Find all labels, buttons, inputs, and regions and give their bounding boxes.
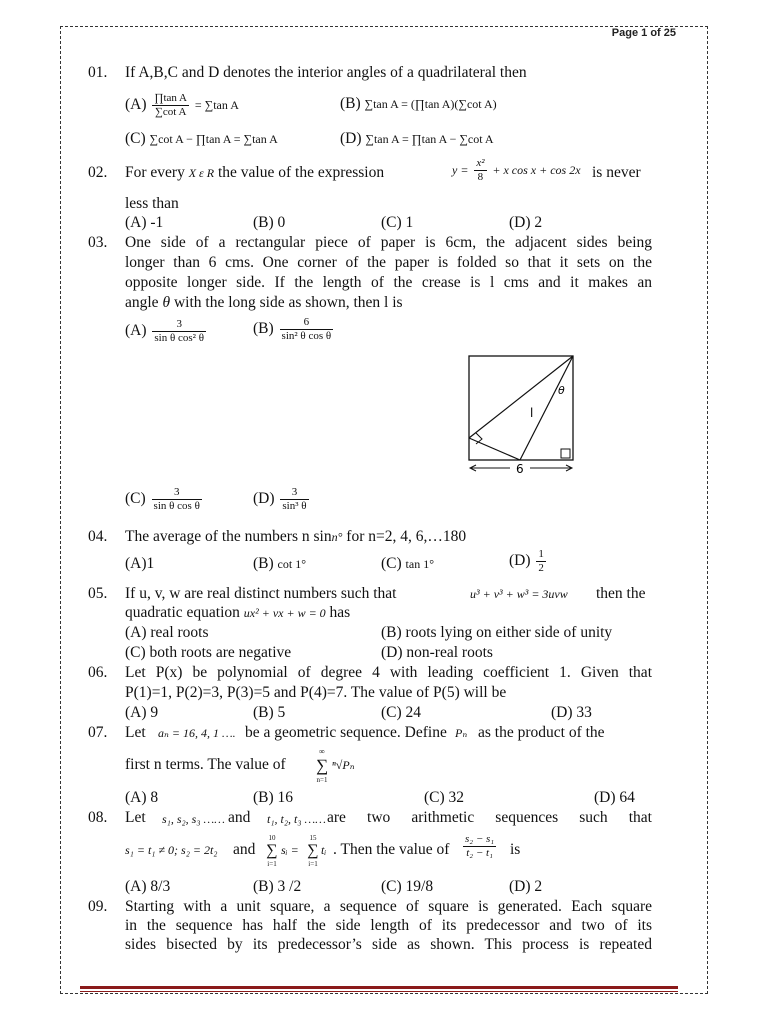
expression: u³ + v³ + w³ = 3uvw: [470, 587, 568, 601]
question-number: 03.: [88, 234, 108, 251]
option-d: (D) 33: [551, 704, 592, 721]
summation-1: 10 ∑ i=1: [266, 834, 278, 868]
question-stem: Let: [125, 809, 146, 826]
sequence-t: t₁, t₂, t₃ ……: [267, 812, 326, 826]
condition: s₁ = t₁ ≠ 0; s₂ = 2t₂: [125, 843, 218, 857]
question-text-line: angle θ with the long side as shown, then l is: [125, 294, 403, 311]
folded-edge: [469, 438, 520, 460]
theta-label: θ: [558, 384, 565, 397]
question-text-line: opposite longer side. If the length of the crease is l cms and it makes an: [125, 274, 652, 291]
option-b: (B) 16: [253, 789, 294, 806]
option-c: (C) both roots are negative: [125, 644, 292, 661]
question-number: 02.: [88, 164, 108, 181]
fold-line: [469, 356, 573, 438]
question-text-line: Starting with a unit square, a sequence of square is generated. Each square: [125, 898, 652, 915]
option-a: (A) $\frac{\text{∏tan A}}{\text{∑cot A}}$ = ∑tan A: [125, 92, 239, 118]
crease-label: l: [530, 406, 534, 420]
question-stem: less than: [125, 195, 179, 212]
option-b: (B) ∑tan A = (∏tan A)(∑cot A): [340, 95, 497, 112]
question-number: 04.: [88, 528, 108, 545]
summand-1: sᵢ =: [281, 843, 299, 857]
option-a: (A) 8/3: [125, 878, 171, 895]
option-d: (D) $\frac{1}{2}$: [509, 548, 544, 574]
question-number: 01.: [88, 64, 108, 81]
question-stem-end: then the: [596, 585, 646, 602]
option-a: (A) 9: [125, 704, 159, 721]
question-stem: and: [233, 841, 256, 858]
question-text-line: quadratic equation ux² + vx + w = 0 has: [125, 604, 351, 621]
question-stem-end: is: [510, 841, 521, 858]
question-text-line: One side of a rectangular piece of paper is 6cm, the adjacent sides being: [125, 234, 652, 251]
question-text-line: P(1)=1, P(2)=3, P(3)=5 and P(4)=7. The value of P(5) will be: [125, 684, 507, 701]
question-number: 09.: [88, 898, 108, 915]
sequence-s: s₁, s₂, s₃ ……: [162, 812, 225, 826]
question-text-line: longer than 6 cms. One corner of the paper is folded so that it sets on the: [125, 254, 652, 271]
ratio-fraction: $\frac{\text{s₂ − s₁}}{\text{t₂ − t₁}}$: [465, 833, 495, 859]
option-c: (C) tan 1°: [381, 555, 435, 572]
option-c: (C) ∑cot A − ∏tan A = ∑tan A: [125, 130, 278, 147]
summation-2: 15 ∑ i=1: [307, 834, 319, 868]
summation: ∞ ∑ n=1: [315, 747, 329, 784]
option-b: (B) 0: [253, 214, 286, 231]
option-a: (A) 8: [125, 789, 159, 806]
option-a: (A) -1: [125, 214, 164, 231]
question-number: 06.: [88, 664, 108, 681]
option-b: (B) 5: [253, 704, 286, 721]
question-number: 08.: [88, 809, 108, 826]
option-a: (A) real roots: [125, 624, 209, 641]
option-a: (A)1: [125, 555, 155, 572]
option-d: (D) $\frac{3}{\text{sin³ θ}}$: [253, 486, 307, 512]
question-text-line: first n terms. The value of: [125, 756, 286, 773]
option-c: (C) 1: [381, 214, 414, 231]
question-number: 05.: [88, 585, 108, 602]
option-c: (C) 24: [381, 704, 422, 721]
sequence-expression: aₙ = 16, 4, 1 ….: [158, 726, 236, 740]
question-stem-end: as the product of the: [478, 724, 605, 741]
question-stem-end: is never: [592, 164, 641, 181]
base-label: 6: [516, 462, 524, 476]
question-text-line: in the sequence has half the side length of its predecessor and two of its: [125, 917, 652, 934]
question-text-line: Let P(x) be polynomial of degree 4 with leading coefficient 1. Given that: [125, 664, 652, 681]
question-stem: The average of the numbers n sinn° for n=2, 4, 6,…180: [125, 528, 467, 545]
option-d: (D) 64: [594, 789, 635, 806]
question-stem: . Then the value of: [333, 841, 450, 858]
option-d: (D) ∑tan A = ∏tan A − ∑cot A: [340, 130, 494, 147]
option-b: (B) roots lying on either side of unity: [381, 624, 613, 641]
summand-2: tᵢ: [321, 843, 327, 857]
footer-rule: [80, 986, 678, 989]
question-text-line: sides bisected by its predecessor’s side as shown. This process is repeated: [125, 936, 652, 953]
page-number: Page 1 of 25: [611, 27, 676, 39]
folded-paper-figure: [462, 352, 582, 478]
question-number: 07.: [88, 724, 108, 741]
question-stem: If u, v, w are real distinct numbers such that: [125, 585, 397, 602]
option-d: (D) 2: [509, 214, 543, 231]
question-stem: and: [228, 809, 251, 826]
expression: y = $\frac{\text{x²}}{8}$ + x cos x + cos 2x: [452, 157, 581, 183]
option-c: (C) 32: [424, 789, 465, 806]
option-a: (A) $\frac{3}{\text{sin θ cos² θ}}$: [125, 318, 204, 344]
question-stem: be a geometric sequence. Define: [245, 724, 447, 741]
question-stem-end: are two arithmetic sequences such that: [327, 809, 652, 826]
crease-line: [520, 356, 573, 460]
question-stem: If A,B,C and D denotes the interior angles of a quadrilateral then: [125, 64, 527, 81]
option-c: (C) $\frac{3}{\text{sin θ cos θ}}$: [125, 486, 200, 512]
footer-rule-thin: [80, 991, 678, 992]
option-b: (B) $\frac{6}{\text{sin² θ cos θ}}$: [253, 316, 332, 342]
question-stem: For every X ε R the value of the expression: [125, 164, 385, 181]
corner-mark: [561, 449, 570, 458]
question-stem: Let: [125, 724, 146, 741]
product-symbol: Pₙ: [455, 726, 468, 740]
option-b: (B) cot 1°: [253, 555, 307, 572]
option-b: (B) 3 /2: [253, 878, 302, 895]
option-d: (D) non-real roots: [381, 644, 493, 661]
option-c: (C) 19/8: [381, 878, 434, 895]
summand: ⁿ√Pₙ: [332, 758, 355, 772]
option-d: (D) 2: [509, 878, 543, 895]
